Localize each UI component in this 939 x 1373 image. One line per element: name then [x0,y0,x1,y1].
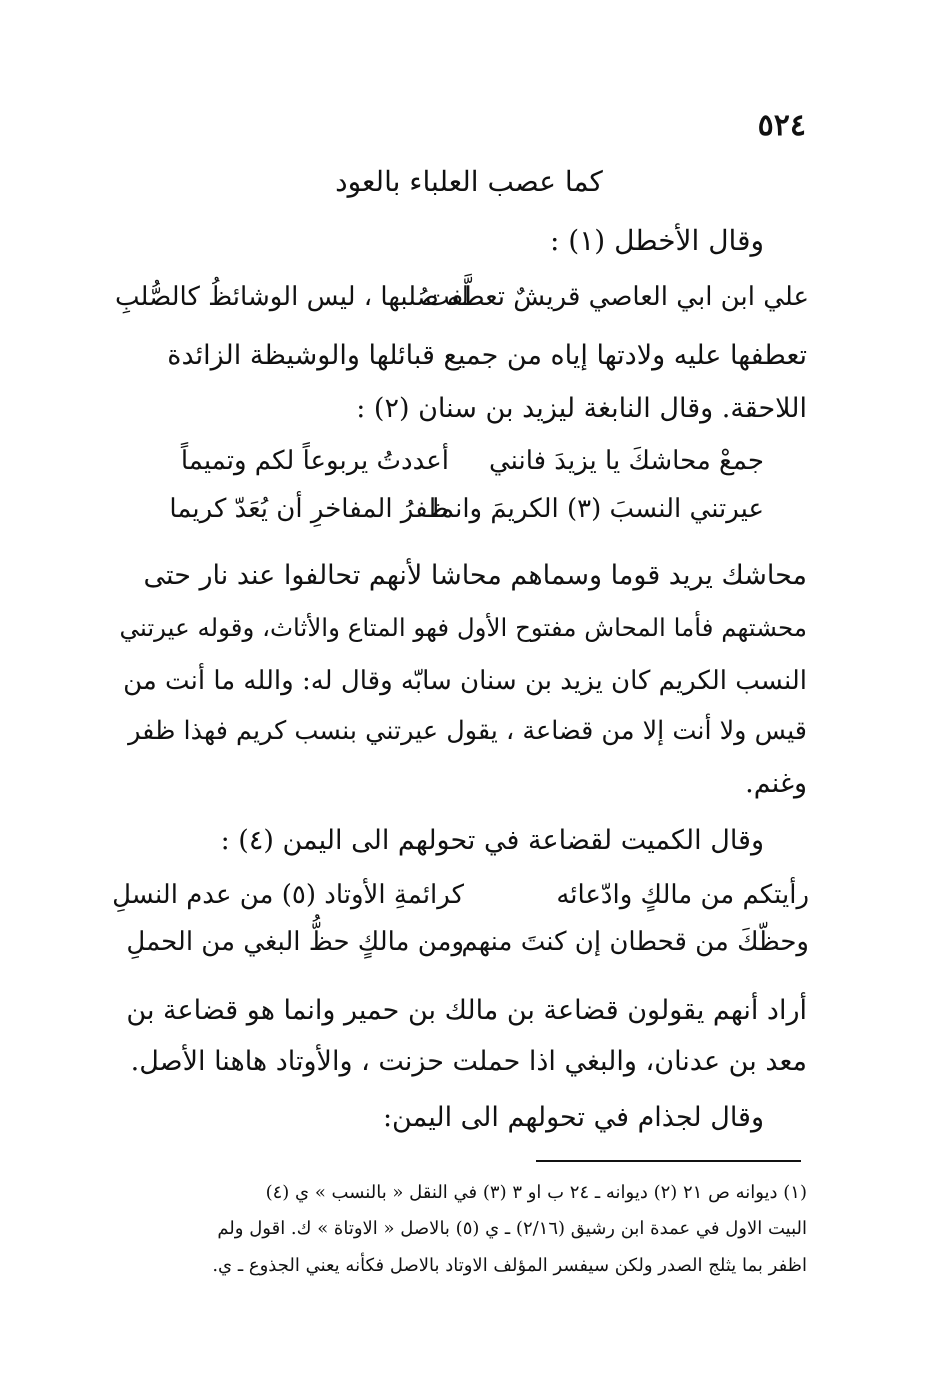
intro-kumayt: وقال الكميت لقضاعة في تحولهم الى اليمن (٤) : [220,825,764,856]
para2-line5: وغنم. [745,768,807,799]
verse4-first-hemistich: رأيتكم من مالكٍ وادّعائه [556,880,809,910]
para3-line1: أراد أنهم يقولون قضاعة بن مالك بن حمير وانما هو قضاعة بن [126,995,807,1026]
para2-line2: محشتهم فأما المحاش مفتوح الأول فهو المتاع والأثاث، وقوله عيرتني [119,613,807,642]
verse5-first-hemistich: وحظّكَ من قحطان إن كنتَ منهم [461,927,809,957]
para1-line2: اللاحقة. وقال النابغة ليزيد بن سنان (٢) : [356,393,807,424]
para2-line1: محاشك يريد قوما وسماهم محاشا لأنهم تحالفوا عند نار حتى [143,560,807,591]
para1-line1: تعطفها عليه ولادتها إياه من جميع قبائلها والوشيظة الزائدة [167,340,807,371]
para2-line3: النسب الكريم كان يزيد بن سنان سابّه وقال له: والله ما أنت من [123,666,807,696]
verse3-second-hemistich: ظفرُ المفاخرِ أن يُعَدّ كريما [169,494,449,524]
page-number: ٥٢٤ [757,108,806,143]
footnote-line1: (١) ديوانه ص ٢١ (٢) ديوانه ـ ٢٤ ب او ٣ (٣) في النقل « بالنسب » ي (٤) [265,1182,807,1203]
verse1-second-hemistich: له صُلبها ، ليس الوشائظُ كالصُّلبِ [114,282,469,312]
para3-line2: معد بن عدنان، والبغي اذا حملت حزنت ، والأوتاد هاهنا الأصل. [130,1046,807,1077]
verse1-first-hemistich: علي ابن ابي العاصي قريشٌ تعطَّفت [425,282,809,312]
verse5-second-hemistich: ومن مالكٍ حظُّ البغي من الحملِ [126,927,464,957]
intro-akhtal: وقال الأخطل (١) : [549,224,764,257]
para2-line4: قيس ولا أنت إلا من قضاعة ، يقول عيرتني بنسب كريم فهذا ظفر [128,716,807,746]
verse3-first-hemistich: عيرتني النسبَ (٣) الكريمَ وانما [432,494,764,524]
title-line: كما عصب العلباء بالعود [335,165,603,198]
verse2-second-hemistich: أعددتُ يربوعاً لكم وتميماً [180,446,449,476]
footnote-line2: البيت الاول في عمدة ابن رشيق (٢/١٦) ـ ي (٥) بالاصل « الاوتاة » ك. اقول ولم [217,1218,807,1239]
footnote-line3: اظفر بما يثلج الصدر ولكن سيفسر المؤلف الاوتاد بالاصل فكأنه يعني الجذوع ـ ي. [212,1255,807,1276]
verse4-second-hemistich: كرائمةِ الأوتاد (٥) من عدم النسلِ [112,880,464,910]
footnote-separator [536,1160,801,1162]
intro-judham: وقال لجذام في تحولهم الى اليمن: [382,1102,764,1133]
verse2-first-hemistich: جمعْ محاشكَ يا يزيدَ فانني [488,446,764,476]
